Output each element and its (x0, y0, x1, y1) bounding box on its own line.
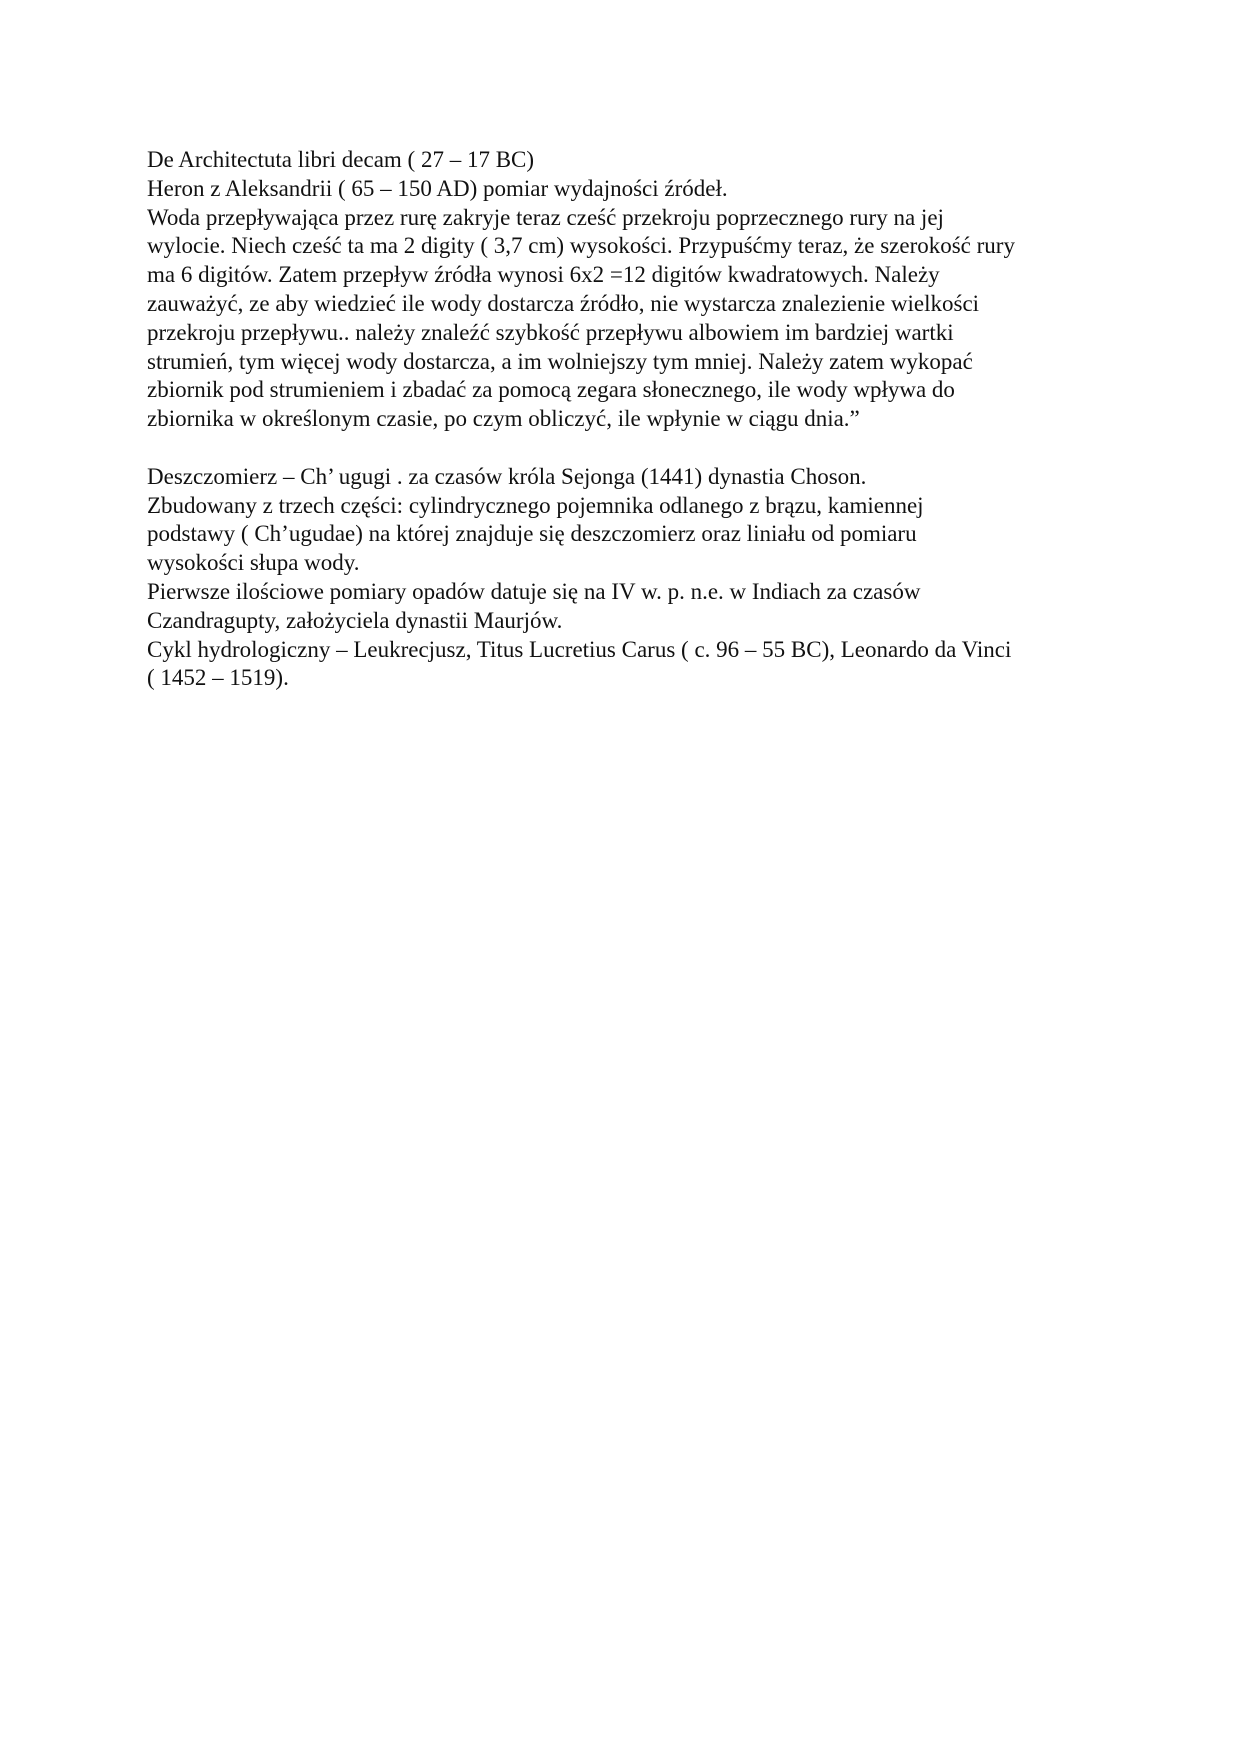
text-line: przekroju przepływu.. należy znaleźć szybkość przepływu albowiem im bardziej wartki (147, 319, 954, 345)
text-line: Deszczomierz – Ch’ ugugi . za czasów króla Sejonga (1441) dynastia Choson. (147, 463, 867, 489)
text-line: podstawy ( Ch’ugudae) na której znajduje się deszczomierz oraz liniału od pomiaru (147, 521, 917, 547)
text-line: De Architectuta libri decam ( 27 – 17 BC) (147, 147, 535, 172)
text-line: Zbudowany z trzech części: cylindrycznego pojemnika odlanego z brązu, kamiennej (147, 492, 924, 518)
text-line: wysokości słupa wody. (147, 550, 360, 576)
text-line: Czandragupty, założyciela dynastii Maurjów. (147, 607, 563, 633)
text-line: Pierwsze ilościowe pomiary opadów datuje się na IV w. p. n.e. w Indiach za czasów (147, 578, 921, 604)
text-line: zbiornik pod strumieniem i zbadać za pomocą zegara słonecznego, ile wody wpływa do (147, 377, 955, 403)
text-line: wylocie. Niech cześć ta ma 2 digity ( 3,7 cm) wysokości. Przypuśćmy teraz, że szerokość rury (147, 233, 1015, 259)
text-line: Cykl hydrologiczny – Leukrecjusz, Titus Lucretius Carus ( c. 96 – 55 BC), Leonardo da Vinci (147, 636, 1012, 662)
text-line: Heron z Aleksandrii ( 65 – 150 AD) pomiar wydajności źródeł. (147, 175, 728, 201)
text-line: zauważyć, ze aby wiedzieć ile wody dostarcza źródło, nie wystarcza znalezienie wielkości (147, 290, 980, 316)
paragraph-gap (147, 434, 1107, 463)
text-line: ma 6 digitów. Zatem przepływ źródła wynosi 6x2 =12 digitów kwadratowych. Należy (147, 262, 940, 288)
text-line: Woda przepływająca przez rurę zakryje teraz cześć przekroju poprzecznego rury na jej (147, 204, 944, 230)
document-body (147, 146, 1107, 693)
text-line: ( 1452 – 1519). (147, 665, 289, 691)
text-line: strumień, tym więcej wody dostarcza, a im wolniejszy tym mniej. Należy zatem wykopać (147, 348, 973, 374)
text-line: zbiornika w określonym czasie, po czym obliczyć, ile wpłynie w ciągu dnia.” (147, 406, 860, 432)
